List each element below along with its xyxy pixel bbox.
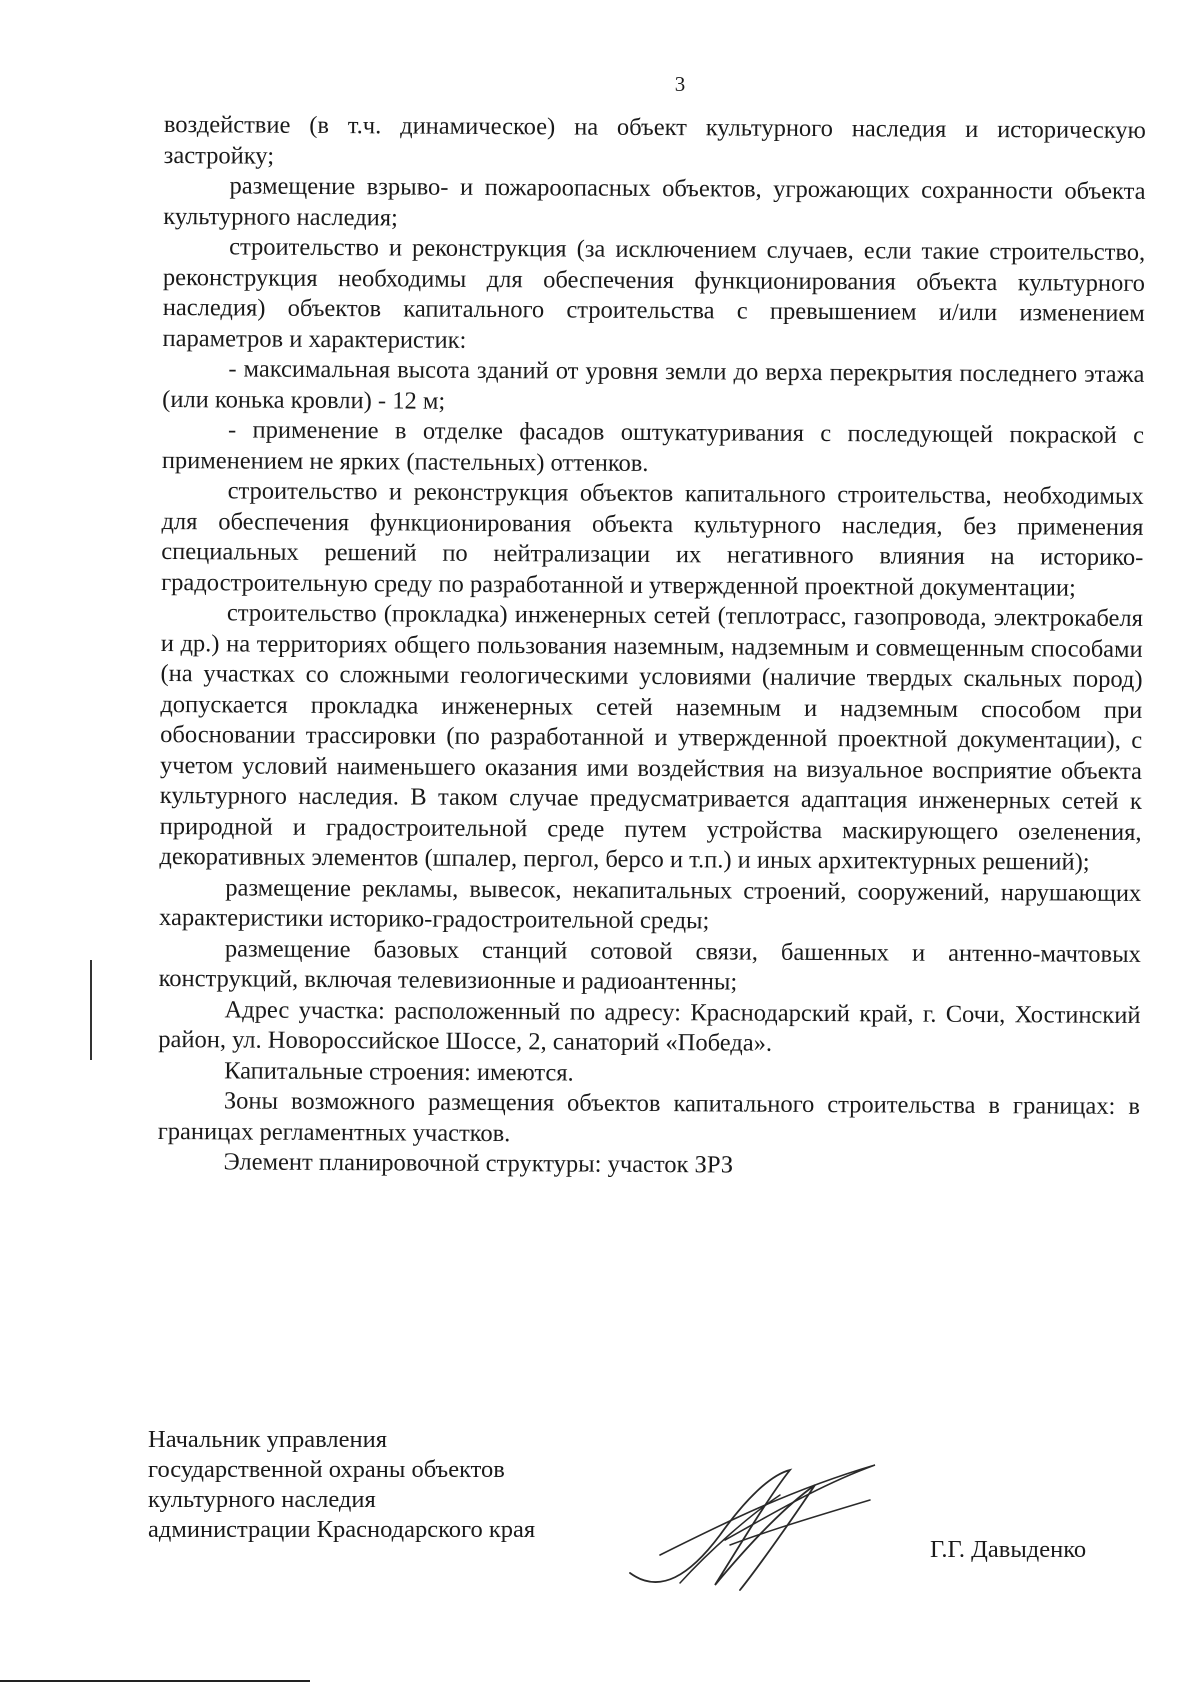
signature-block — [148, 1425, 535, 1545]
signer-position-line: культурного наследия — [148, 1486, 376, 1513]
paragraph: - применение в отделке фасадов оштукатуривания с последующей покраской с применением не ярких (пастельных) оттенков. — [161, 416, 1145, 477]
paragraph: строительство (прокладка) инженерных сетей (теплотрасс, газопровода, электрокабеля и др.) на территориях общего пользования наземным, надземным и совмещенным способами (на участках со сложными геологическими условиями (наличие твердых скальных пород) допускается прокладка инженерных сетей наземным и надземным способом при обосновании трассировки (по разработанной и утвержденной проектной документации), с учетом условий наименьшего оказания ими воздействия на визуальное восприятие объекта культурного наследия. В таком случае предусматривается адаптация инженерных сетей к природной и градостроительной среде путем устройства маскирующего озеленения, декоративных элементов (шпалер, пергол, берсо и т.п.) и иных архитектурных решений); — [159, 599, 1143, 876]
paragraph: воздействие (в т.ч. динамическое) на объект культурного наследия и историческую застройку; — [163, 110, 1146, 170]
paragraph: Элемент планировочной структуры: участок ЗРЗ — [223, 1148, 734, 1179]
document-body — [157, 110, 1146, 1183]
page-number: 3 — [674, 72, 686, 96]
paragraph: размещение рекламы, вывесок, некапитальных строений, сооружений, нарушающих характеристики историко-градостроительной среды; — [158, 873, 1142, 935]
paragraph: Зоны возможного размещения объектов капитального строительства в границах: в границах регламентных участков. — [157, 1087, 1141, 1147]
paragraph: строительство и реконструкция (за исключением случаев, если такие строительство, реконструкция необходимы для обеспечения функционирования объекта культурного наследия) объектов капитального строительства с превышением и/или изменением параметров и характеристик: — [162, 233, 1146, 354]
signer-position-line: Начальник управления — [148, 1426, 387, 1453]
paragraph: размещение взрыво- и пожароопасных объектов, угрожающих сохранности объекта культурного наследия; — [163, 172, 1146, 231]
signer-position-line: государственной охраны объектов — [148, 1456, 505, 1483]
bottom-rule — [0, 1680, 310, 1682]
paragraph: Капитальные строения: имеются. — [224, 1056, 574, 1087]
paragraph: - максимальная высота зданий от уровня земли до верха перекрытия последнего этажа (или конька кровли) - 12 м; — [162, 355, 1145, 415]
paragraph: строительство и реконструкция объектов капитального строительства, необходимых для обеспечения функционирования объекта культурного наследия, без применения специальных решений по нейтрализации их негативного влияния на историко-градостроительную среду по разработанной и утвержденной проектной документации; — [161, 477, 1144, 602]
handwritten-signature — [620, 1455, 880, 1605]
paragraph: Адрес участка: расположенный по адресу: Краснодарский край, г. Сочи, Хостинский район, ул. Новороссийское Шоссе, 2, санаторий «Победа». — [158, 995, 1141, 1057]
margin-mark — [90, 960, 92, 1060]
paragraph: размещение базовых станций сотовой связи, башенных и антенно-мачтовых конструкций, включая телевизионные и радиоантенны; — [158, 934, 1141, 996]
signer-name: Г.Г. Давыденко — [930, 1536, 1087, 1563]
signer-position-line: администрации Краснодарского края — [148, 1516, 536, 1543]
